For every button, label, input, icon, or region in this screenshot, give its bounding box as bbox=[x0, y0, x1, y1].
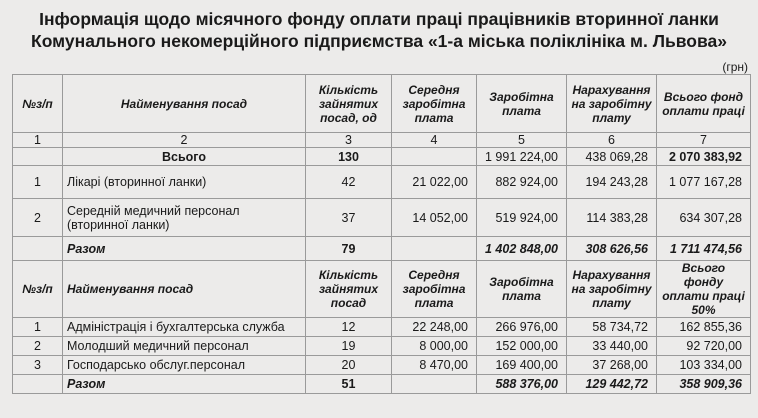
cell bbox=[13, 148, 63, 166]
header-avg-salary: Середня заробітна плата bbox=[392, 75, 477, 133]
header-index: №з/п bbox=[13, 75, 63, 133]
cell: 42 bbox=[306, 166, 392, 199]
colnum-cell: 7 bbox=[657, 133, 751, 148]
table-row bbox=[13, 166, 751, 199]
table-row bbox=[13, 356, 751, 375]
cell: 588 376,00 bbox=[477, 375, 567, 394]
cell: 33 440,00 bbox=[567, 337, 657, 356]
payroll-table bbox=[12, 74, 751, 394]
table-row bbox=[13, 199, 751, 237]
cell: 14 052,00 bbox=[392, 199, 477, 237]
cell: 438 069,28 bbox=[567, 148, 657, 166]
header-count: Кількість зайнятих посад, од bbox=[306, 75, 392, 133]
cell: 114 383,28 bbox=[567, 199, 657, 237]
table1-sum-row bbox=[13, 237, 751, 261]
colnum-cell: 4 bbox=[392, 133, 477, 148]
cell: 12 bbox=[306, 318, 392, 337]
cell: 2 070 383,92 bbox=[657, 148, 751, 166]
cell: 79 bbox=[306, 237, 392, 261]
cell: 22 248,00 bbox=[392, 318, 477, 337]
cell: 519 924,00 bbox=[477, 199, 567, 237]
document-title bbox=[0, 8, 758, 52]
cell: 358 909,36 bbox=[657, 375, 751, 394]
cell: 21 022,00 bbox=[392, 166, 477, 199]
cell: 1 991 224,00 bbox=[477, 148, 567, 166]
title-line-1: Інформація щодо місячного фонду оплати праці працівників вторинної ланки bbox=[39, 9, 719, 29]
cell bbox=[392, 237, 477, 261]
header-index: №з/п bbox=[13, 261, 63, 318]
cell: 634 307,28 bbox=[657, 199, 751, 237]
cell: 1 bbox=[13, 166, 63, 199]
cell: 1 077 167,28 bbox=[657, 166, 751, 199]
header-avg-salary: Середня заробітна плата bbox=[392, 261, 477, 318]
cell: 92 720,00 bbox=[657, 337, 751, 356]
cell: 51 bbox=[306, 375, 392, 394]
cell: 37 268,00 bbox=[567, 356, 657, 375]
cell: 1 711 474,56 bbox=[657, 237, 751, 261]
cell: 3 bbox=[13, 356, 63, 375]
cell: 152 000,00 bbox=[477, 337, 567, 356]
cell: 2 bbox=[13, 337, 63, 356]
header-salary: Заробітна плата bbox=[477, 261, 567, 318]
header-position: Найменування посад bbox=[63, 261, 306, 318]
cell bbox=[392, 148, 477, 166]
colnum-cell: 5 bbox=[477, 133, 567, 148]
cell: 130 bbox=[306, 148, 392, 166]
cell: 1 bbox=[13, 318, 63, 337]
cell bbox=[13, 237, 63, 261]
cell bbox=[13, 375, 63, 394]
header-salary: Заробітна плата bbox=[477, 75, 567, 133]
colnum-cell: 6 bbox=[567, 133, 657, 148]
header-total-fund: Всього фонд оплати праці bbox=[657, 75, 751, 133]
colnum-cell: 3 bbox=[306, 133, 392, 148]
cell: 2 bbox=[13, 199, 63, 237]
title-line-2: Комунального некомерційного підприємства «1-а міська поліклініка м. Львова» bbox=[31, 31, 727, 51]
header-accruals: Нарахування на заробітну плату bbox=[567, 261, 657, 318]
table2-sum-row bbox=[13, 375, 751, 394]
cell: 129 442,72 bbox=[567, 375, 657, 394]
cell: 882 924,00 bbox=[477, 166, 567, 199]
cell: 194 243,28 bbox=[567, 166, 657, 199]
table1-header-row bbox=[13, 75, 751, 133]
cell: 58 734,72 bbox=[567, 318, 657, 337]
cell: 308 626,56 bbox=[567, 237, 657, 261]
header-total-fund: Всього фонду оплати праці 50% bbox=[657, 261, 751, 318]
cell: Всього bbox=[63, 148, 306, 166]
header-count: Кількість зайнятих посад bbox=[306, 261, 392, 318]
table-row bbox=[13, 318, 751, 337]
cell: 169 400,00 bbox=[477, 356, 567, 375]
cell: Лікарі (вторинної ланки) bbox=[63, 166, 306, 199]
header-position: Найменування посад bbox=[63, 75, 306, 133]
currency-unit: (грн) bbox=[722, 60, 748, 74]
colnum-cell: 1 bbox=[13, 133, 63, 148]
cell: 103 334,00 bbox=[657, 356, 751, 375]
cell: 266 976,00 bbox=[477, 318, 567, 337]
cell: Разом bbox=[63, 375, 306, 394]
cell: 19 bbox=[306, 337, 392, 356]
cell: Адміністрація і бухгалтерська служба bbox=[63, 318, 306, 337]
cell: 8 000,00 bbox=[392, 337, 477, 356]
cell: 8 470,00 bbox=[392, 356, 477, 375]
column-number-row bbox=[13, 133, 751, 148]
cell: Разом bbox=[63, 237, 306, 261]
cell: 1 402 848,00 bbox=[477, 237, 567, 261]
table2-header-row bbox=[13, 261, 751, 318]
cell: 37 bbox=[306, 199, 392, 237]
header-accruals: Нарахування на заробітну плату bbox=[567, 75, 657, 133]
cell: 20 bbox=[306, 356, 392, 375]
cell: Середній медичний персонал (вторинної ланки) bbox=[63, 199, 306, 237]
table-row bbox=[13, 337, 751, 356]
colnum-cell: 2 bbox=[63, 133, 306, 148]
cell: Молодший медичний персонал bbox=[63, 337, 306, 356]
table1-total-row bbox=[13, 148, 751, 166]
cell: 162 855,36 bbox=[657, 318, 751, 337]
cell bbox=[392, 375, 477, 394]
cell: Господарсько обслуг.персонал bbox=[63, 356, 306, 375]
